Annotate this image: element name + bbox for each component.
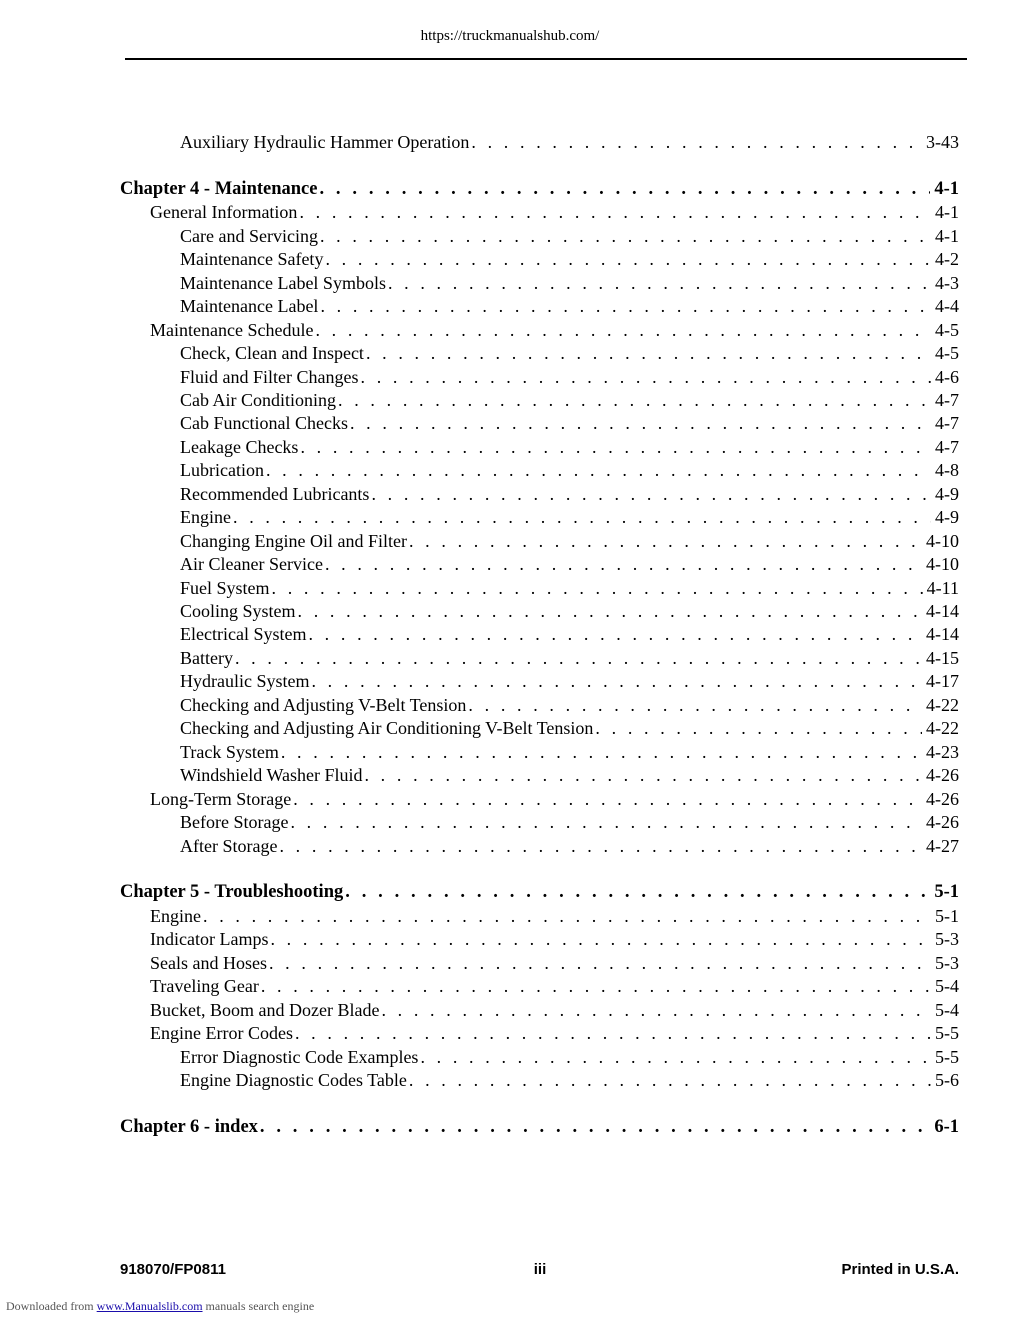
toc-section-entry <box>150 952 959 974</box>
toc-section-entry <box>150 928 959 950</box>
footer-doc-number: 918070/FP0811 <box>120 1261 226 1278</box>
manualslib-link[interactable]: www.Manualslib.com <box>96 1299 203 1313</box>
toc-dot-leader <box>259 975 931 997</box>
toc-entry-title: Cab Functional Checks <box>180 413 348 434</box>
toc-dot-leader <box>309 670 922 692</box>
toc-entry-title: Chapter 5 - Troubleshooting <box>120 882 344 903</box>
toc-dot-leader <box>293 1022 931 1044</box>
toc-subsection-entry <box>180 694 959 716</box>
toc-dot-leader <box>407 530 922 552</box>
toc-entry-page: 3-43 <box>926 132 959 152</box>
toc-dot-leader <box>233 647 922 669</box>
toc-entry-title: Maintenance Label <box>180 296 319 317</box>
toc-subsection-entry <box>180 717 959 739</box>
toc-entry-title: Fluid and Filter Changes <box>180 366 359 387</box>
toc-subsection-entry <box>180 459 959 481</box>
toc-section-entry <box>150 319 959 341</box>
toc-subsection-entry <box>180 483 959 505</box>
toc-dot-leader <box>317 178 930 200</box>
toc-dot-leader <box>469 131 922 153</box>
toc-entry-title: General Information <box>150 202 298 223</box>
toc-subsection-entry <box>180 272 959 294</box>
toc-entry-page: 6-1 <box>934 1116 959 1137</box>
toc-dot-leader <box>369 483 931 505</box>
toc-subsection-entry <box>180 530 959 552</box>
toc-subsection-entry <box>180 412 959 434</box>
toc-entry-title: Traveling Gear <box>150 976 259 997</box>
toc-entry-page: 4-22 <box>926 694 959 715</box>
toc-subsection-entry <box>180 131 959 153</box>
toc-entry-page: 4-6 <box>935 366 959 387</box>
toc-subsection-entry <box>180 225 959 247</box>
download-note-prefix: Downloaded from <box>6 1299 94 1313</box>
toc-entry-page: 4-10 <box>926 554 959 575</box>
toc-dot-leader <box>318 295 931 317</box>
toc-section-entry <box>150 788 959 810</box>
toc-entry-title: Before Storage <box>180 812 289 833</box>
toc-dot-leader <box>291 788 922 810</box>
toc-dot-leader <box>306 623 922 645</box>
toc-entry-page: 5-4 <box>935 976 959 997</box>
toc-entry-page: 5-5 <box>935 1046 959 1067</box>
toc-entry-page: 5-1 <box>934 882 959 903</box>
toc-entry-page: 5-3 <box>935 952 959 973</box>
toc-entry-page: 5-5 <box>935 1023 959 1044</box>
toc-entry-title: Checking and Adjusting V-Belt Tension <box>180 694 467 715</box>
toc-entry-page: 4-26 <box>926 812 959 833</box>
toc-entry-page: 4-26 <box>926 788 959 809</box>
toc-entry-page: 4-7 <box>935 389 959 410</box>
toc-dot-leader <box>362 764 922 786</box>
toc-entry-title: Care and Servicing <box>180 225 318 246</box>
toc-section-entry <box>150 999 959 1021</box>
toc-dot-leader <box>296 600 922 622</box>
toc-entry-page: 4-22 <box>926 718 959 739</box>
toc-entry-title: Auxiliary Hydraulic Hammer Operation <box>180 132 470 152</box>
toc-entry-title: Windshield Washer Fluid <box>180 765 363 786</box>
toc-entry-title: Air Cleaner Service <box>180 554 323 575</box>
toc-subsection-entry <box>180 623 959 645</box>
toc-dot-leader <box>264 459 931 481</box>
toc-dot-leader <box>267 952 931 974</box>
toc-entry-page: 4-15 <box>926 647 959 668</box>
toc-entry-title: Maintenance Schedule <box>150 319 314 340</box>
toc-section-entry <box>150 201 959 223</box>
toc-entry-title: Long-Term Storage <box>150 788 292 809</box>
toc-entry-title: Battery <box>180 647 233 668</box>
toc-subsection-entry <box>180 553 959 575</box>
toc-entry-page: 4-17 <box>926 671 959 692</box>
toc-entry-title: Engine <box>180 507 231 528</box>
toc-entry-title: Chapter 6 - index <box>120 1116 258 1137</box>
toc-dot-leader <box>364 342 931 364</box>
toc-dot-leader <box>379 999 931 1021</box>
toc-entry-page: 4-5 <box>935 343 959 364</box>
toc-entry-title: Maintenance Safety <box>180 249 324 270</box>
footer-printed: Printed in U.S.A. <box>841 1261 959 1278</box>
toc-entry-page: 4-2 <box>935 249 959 270</box>
toc-entry-title: Seals and Hoses <box>150 952 267 973</box>
toc-subsection-entry <box>180 506 959 528</box>
toc-subsection-entry <box>180 600 959 622</box>
toc-subsection-entry <box>180 670 959 692</box>
toc-entry-title: Engine Error Codes <box>150 1023 293 1044</box>
toc-entry-title: Indicator Lamps <box>150 929 269 950</box>
toc-chapter-entry <box>120 178 959 200</box>
toc-entry-page: 4-14 <box>926 601 959 621</box>
toc-entry-title: Bucket, Boom and Dozer Blade <box>150 999 380 1020</box>
toc-subsection-entry <box>180 811 959 833</box>
toc-subsection-entry <box>180 366 959 388</box>
toc-subsection-entry <box>180 835 959 857</box>
toc-dot-leader <box>323 553 922 575</box>
toc-entry-title: Leakage Checks <box>180 436 299 457</box>
toc-entry-page: 4-10 <box>926 530 959 551</box>
toc-entry-title: Electrical System <box>180 624 307 645</box>
toc-entry-title: Cab Air Conditioning <box>180 389 337 410</box>
toc-entry-page: 4-1 <box>934 178 959 199</box>
toc-entry-title: After Storage <box>180 835 278 856</box>
download-note <box>6 1299 314 1314</box>
toc-dot-leader <box>201 905 931 927</box>
toc-entry-title: Track System <box>180 741 279 762</box>
footer-page-number: iii <box>533 1261 547 1278</box>
toc-subsection-entry <box>180 647 959 669</box>
download-note-suffix: manuals search engine <box>205 1299 315 1313</box>
toc-entry-page: 4-9 <box>935 483 959 504</box>
toc-entry-title: Changing Engine Oil and Filter <box>180 530 407 551</box>
toc-entry-page: 4-11 <box>926 577 959 598</box>
toc-dot-leader <box>277 835 922 857</box>
toc-dot-leader <box>418 1046 931 1068</box>
toc-entry-page: 4-7 <box>935 436 959 457</box>
toc-entry-page: 4-26 <box>926 765 959 786</box>
toc-subsection-entry <box>180 436 959 458</box>
toc-entry-page: 4-4 <box>935 296 959 317</box>
toc-subsection-entry <box>180 741 959 763</box>
toc-subsection-entry <box>180 577 959 599</box>
toc-subsection-entry <box>180 248 959 270</box>
toc-entry-title: Checking and Adjusting Air Conditioning V-Belt Tension <box>180 718 594 739</box>
toc-chapter-entry <box>120 1116 959 1138</box>
toc-entry-title: Hydraulic System <box>180 671 310 692</box>
toc-dot-leader <box>288 811 922 833</box>
toc-entry-title: Engine Diagnostic Codes Table <box>180 1070 407 1090</box>
toc-dot-leader <box>407 1069 931 1091</box>
toc-dot-leader <box>231 506 931 528</box>
toc-entry-title: Recommended Lubricants <box>180 483 370 504</box>
toc-entry-title: Cooling System <box>180 601 296 621</box>
toc-entry-page: 4-1 <box>935 202 959 223</box>
toc-section-entry <box>150 1022 959 1044</box>
toc-dot-leader <box>318 225 931 247</box>
toc-dot-leader <box>323 248 931 270</box>
toc-entry-title: Chapter 4 - Maintenance <box>120 178 318 199</box>
toc-entry-page: 4-3 <box>935 272 959 293</box>
toc-entry-page: 5-3 <box>935 929 959 950</box>
toc-entry-title: Check, Clean and Inspect <box>180 343 364 364</box>
toc-entry-page: 5-1 <box>935 905 959 926</box>
toc-dot-leader <box>270 577 923 599</box>
toc-entry-page: 4-14 <box>926 624 959 645</box>
toc-dot-leader <box>297 201 931 223</box>
toc-subsection-entry <box>180 342 959 364</box>
toc-subsection-entry <box>180 1046 959 1068</box>
header-divider <box>125 58 967 60</box>
toc-entry-page: 4-23 <box>926 741 959 762</box>
toc-dot-leader <box>279 741 922 763</box>
toc-entry-page: 4-7 <box>935 413 959 434</box>
toc-dot-leader <box>298 436 931 458</box>
toc-entry-page: 4-1 <box>935 225 959 246</box>
toc-subsection-entry <box>180 764 959 786</box>
toc-subsection-entry <box>180 1069 959 1091</box>
toc-entry-title: Fuel System <box>180 577 270 598</box>
toc-subsection-entry <box>180 389 959 411</box>
toc-dot-leader <box>593 717 922 739</box>
toc-entry-title: Engine <box>150 905 201 926</box>
toc-dot-leader <box>466 694 922 716</box>
toc-entry-title: Error Diagnostic Code Examples <box>180 1046 419 1067</box>
toc-entry-title: Lubrication <box>180 460 264 481</box>
toc-entry-page: 4-9 <box>935 507 959 528</box>
toc-entry-page: 5-6 <box>935 1070 959 1090</box>
toc-dot-leader <box>258 1116 930 1138</box>
toc-entry-page: 4-27 <box>926 835 959 856</box>
toc-chapter-entry <box>120 881 959 903</box>
toc-dot-leader <box>313 319 931 341</box>
toc-dot-leader <box>336 389 931 411</box>
toc-dot-leader <box>386 272 931 294</box>
toc-subsection-entry <box>180 295 959 317</box>
header-url: https://truckmanualshub.com/ <box>420 28 600 44</box>
toc-section-entry <box>150 905 959 927</box>
toc-entry-title: Maintenance Label Symbols <box>180 272 386 293</box>
toc-section-entry <box>150 975 959 997</box>
toc-dot-leader <box>359 366 932 388</box>
toc-dot-leader <box>348 412 931 434</box>
toc-entry-page: 5-4 <box>935 999 959 1020</box>
toc-entry-page: 4-5 <box>935 319 959 340</box>
toc-dot-leader <box>343 881 930 903</box>
toc-entry-page: 4-8 <box>935 460 959 481</box>
toc-dot-leader <box>268 928 931 950</box>
